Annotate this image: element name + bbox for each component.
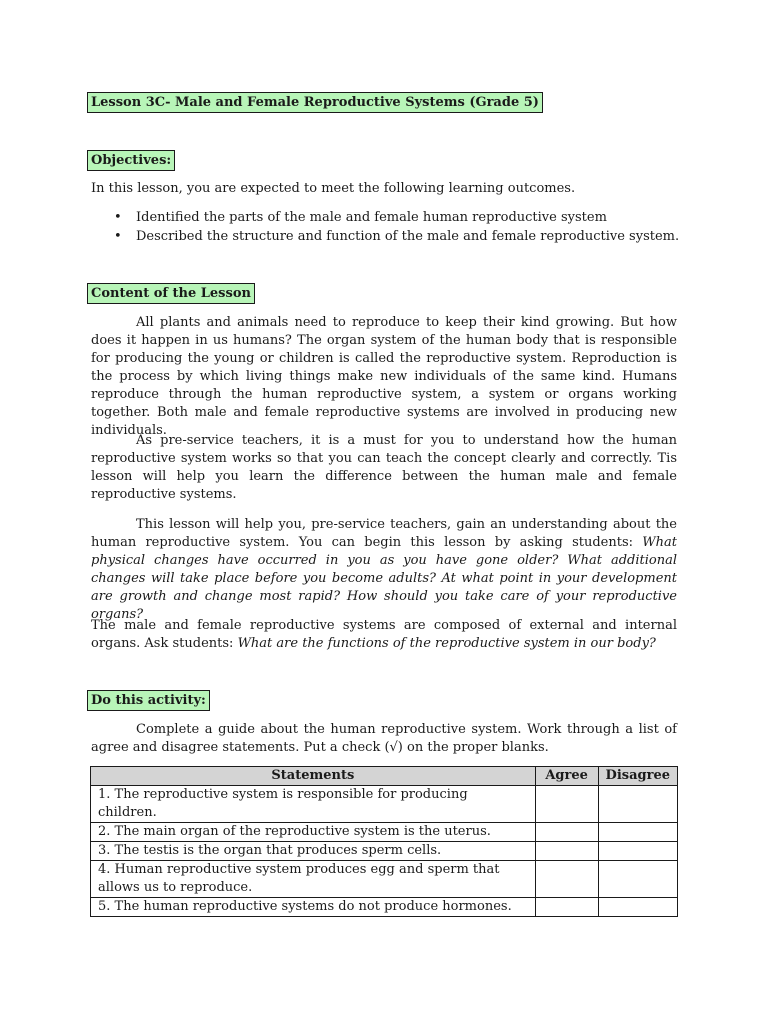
content-paragraph-3 — [91, 516, 677, 624]
disagree-cell[interactable] — [598, 898, 677, 917]
agree-cell[interactable] — [535, 861, 598, 898]
header-agree: Agree — [535, 767, 598, 786]
content-paragraph-2: As pre-service teachers, it is a must for you to understand how the human reproductive system works so that you can teach the concept clearly and correctly. Tis lesson will help you learn the difference between the human male and female reproductive systems. — [91, 433, 677, 502]
header-disagree: Disagree — [598, 767, 677, 786]
header-statements: Statements — [91, 767, 536, 786]
table-row — [91, 842, 678, 861]
content-heading: Content of the Lesson — [87, 283, 255, 304]
paragraph-4-text: The male and female reproductive systems are composed of external and internal organs. Ask students: — [91, 618, 677, 651]
table-row — [91, 786, 678, 823]
table-row — [91, 898, 678, 917]
objectives-intro: In this lesson, you are expected to meet the following learning outcomes. — [91, 181, 576, 196]
bullet-icon: • — [114, 210, 122, 225]
disagree-cell[interactable] — [598, 861, 677, 898]
agree-cell[interactable] — [535, 786, 598, 823]
disagree-cell[interactable] — [598, 842, 677, 861]
objective-text: Identified the parts of the male and female human reproductive system — [136, 210, 607, 225]
agree-cell[interactable] — [535, 823, 598, 842]
statement-cell: 3. The testis is the organ that produces sperm cells. — [91, 842, 536, 861]
content-paragraph-1: All plants and animals need to reproduce to keep their kind growing. But how does it happen in us humans? The organ system of the human body that is responsible for producing the young or children is called the reproductive system. Reproduction is the process by which living things make new individuals of the same kind. Humans reproduce through the human reproductive system, a system or organs working together. Both male and female reproductive systems are involved in producing new individuals. — [91, 315, 677, 438]
objectives-list — [91, 208, 722, 246]
objectives-heading: Objectives: — [87, 150, 175, 171]
statements-table — [90, 766, 678, 917]
agree-cell[interactable] — [535, 898, 598, 917]
content-paragraph-4 — [91, 617, 677, 653]
disagree-cell[interactable] — [598, 786, 677, 823]
table-row — [91, 861, 678, 898]
bullet-icon: • — [114, 229, 122, 244]
statement-cell: 1. The reproductive system is responsible for producing children. — [91, 786, 536, 823]
disagree-cell[interactable] — [598, 823, 677, 842]
statement-cell: 2. The main organ of the reproductive system is the uterus. — [91, 823, 536, 842]
paragraph-3-text: This lesson will help you, pre-service teachers, gain an understanding about the human reproductive system. You can begin this lesson by asking students: — [91, 517, 677, 550]
activity-instructions: Complete a guide about the human reproductive system. Work through a list of agree and disagree statements. Put a check (√) on the proper blanks. — [91, 722, 677, 755]
objective-item — [114, 208, 722, 227]
activity-heading: Do this activity: — [87, 690, 210, 711]
objective-item — [114, 227, 722, 246]
agree-cell[interactable] — [535, 842, 598, 861]
table-header-row — [91, 767, 678, 786]
paragraph-3-questions: What physical changes have occurred in you as you have gone older? What additional changes will take place before you become adults? At what point in your development are growth and change most rapid? How should you take care of your reproductive organs? — [91, 535, 677, 622]
paragraph-4-question: What are the functions of the reproductive system in our body? — [237, 636, 656, 651]
statement-cell: 4. Human reproductive system produces egg and sperm that allows us to reproduce. — [91, 861, 536, 898]
statement-cell: 5. The human reproductive systems do not produce hormones. — [91, 898, 536, 917]
objective-text: Described the structure and function of the male and female reproductive system. — [136, 229, 680, 244]
table-row — [91, 823, 678, 842]
lesson-title: Lesson 3C- Male and Female Reproductive Systems (Grade 5) — [87, 92, 543, 113]
